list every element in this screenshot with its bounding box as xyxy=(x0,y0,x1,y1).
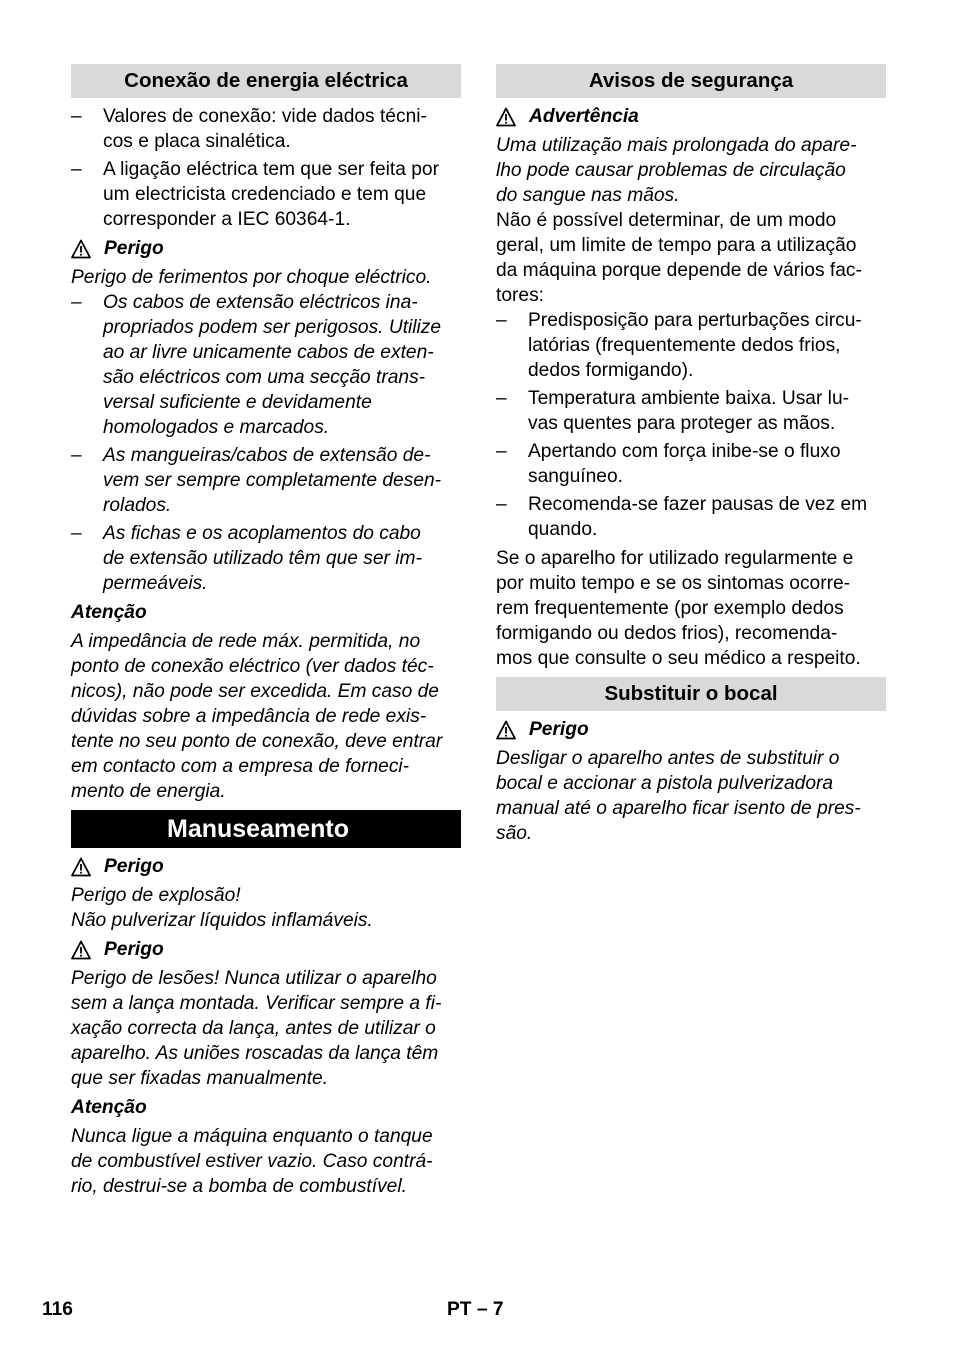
list-item: – A ligação eléctrica tem que ser feita por um electricista credenciado e tem que corresponder a IEC 60364-1. xyxy=(71,157,461,232)
right-column xyxy=(496,64,886,846)
danger-text: Perigo de ferimentos por choque eléctrico. xyxy=(71,267,432,288)
list-item: – Predisposição para perturbações circu- latórias (frequentemente dedos frios, dedos formigando). xyxy=(496,308,886,383)
warning-triangle-icon xyxy=(496,720,516,740)
chapter-heading-manuseamento: Manuseamento xyxy=(71,810,461,848)
caution-text: Nunca ligue a máquina enquanto o tanque de combustível estiver vazio. Caso contrá- rio, destrui-se a bomba de combustível. xyxy=(71,1126,433,1197)
section-heading-safety: Avisos de segurança xyxy=(496,64,886,98)
danger-list xyxy=(71,290,461,596)
danger-label: Perigo xyxy=(71,236,461,261)
list-item: – As fichas e os acoplamentos do cabo de extensão utilizado têm que ser im- permeáveis. xyxy=(71,521,461,596)
list-item: – Temperatura ambiente baixa. Usar lu- vas quentes para proteger as mãos. xyxy=(496,386,886,436)
section-heading-power-connection: Conexão de energia eléctrica xyxy=(71,64,461,98)
warning-triangle-icon xyxy=(496,107,516,127)
list-item: – Recomenda-se fazer pausas de vez em quando. xyxy=(496,492,886,542)
danger-label: Perigo xyxy=(71,854,461,879)
caution-label: Atenção xyxy=(71,602,147,623)
caution-text: A impedância de rede máx. permitida, no ponto de conexão eléctrico (ver dados téc- nicos), não pode ser excedida. Em caso de dúvidas sobre a impedância de rede exis- tente no seu ponto de conexão, deve entrar em contacto com a empresa de forneci- mento de energia. xyxy=(71,631,443,802)
warning-text: Uma utilização mais prolongada do apare- lho pode causar problemas de circulação do sangue nas mãos. xyxy=(496,135,857,206)
safety-outro: Se o aparelho for utilizado regularmente e por muito tempo e se os sintomas ocorre- rem frequentemente (por exemplo dedos formigando ou dedos frios), recomenda- mos que consulte o seu médico a respeito. xyxy=(496,548,861,669)
power-connection-list xyxy=(71,104,461,232)
warning-triangle-icon xyxy=(71,857,91,877)
warning-triangle-icon xyxy=(71,239,91,259)
warning-label: Advertência xyxy=(496,104,886,129)
list-item: – As mangueiras/cabos de extensão de- vem ser sempre completamente desen- rolados. xyxy=(71,443,461,518)
footer-language-page: PT – 7 xyxy=(447,1299,504,1320)
list-item: – Valores de conexão: vide dados técni- cos e placa sinalética. xyxy=(71,104,461,154)
page-number: 116 xyxy=(42,1299,73,1320)
caution-label: Atenção xyxy=(71,1097,147,1118)
warning-triangle-icon xyxy=(71,940,91,960)
danger-label: Perigo xyxy=(496,717,886,742)
danger-text: Perigo de lesões! Nunca utilizar o aparelho sem a lança montada. Verificar sempre a fi- xação correcta da lança, antes de utilizar o aparelho. As uniões roscadas da lança têm que ser fixadas manualmente. xyxy=(71,968,442,1089)
list-item: – Apertando com força inibe-se o fluxo sanguíneo. xyxy=(496,439,886,489)
section-heading-nozzle: Substituir o bocal xyxy=(496,677,886,711)
danger-label: Perigo xyxy=(71,937,461,962)
list-item: – Os cabos de extensão eléctricos ina- propriados podem ser perigosos. Utilize ao ar livre unicamente cabos de exten- são eléctricos com uma secção trans- versal suficiente e devidamente homologados e marcados. xyxy=(71,290,461,440)
left-column xyxy=(71,64,461,1199)
safety-list xyxy=(496,308,886,542)
danger-text: Desligar o aparelho antes de substituir o bocal e accionar a pistola pulverizadora manual até o aparelho ficar isento de pres- são. xyxy=(496,748,861,844)
safety-intro: Não é possível determinar, de um modo geral, um limite de tempo para a utilização da máquina porque depende de vários fac- tores: xyxy=(496,210,862,306)
danger-text: Perigo de explosão! Não pulverizar líquidos inflamáveis. xyxy=(71,885,373,931)
